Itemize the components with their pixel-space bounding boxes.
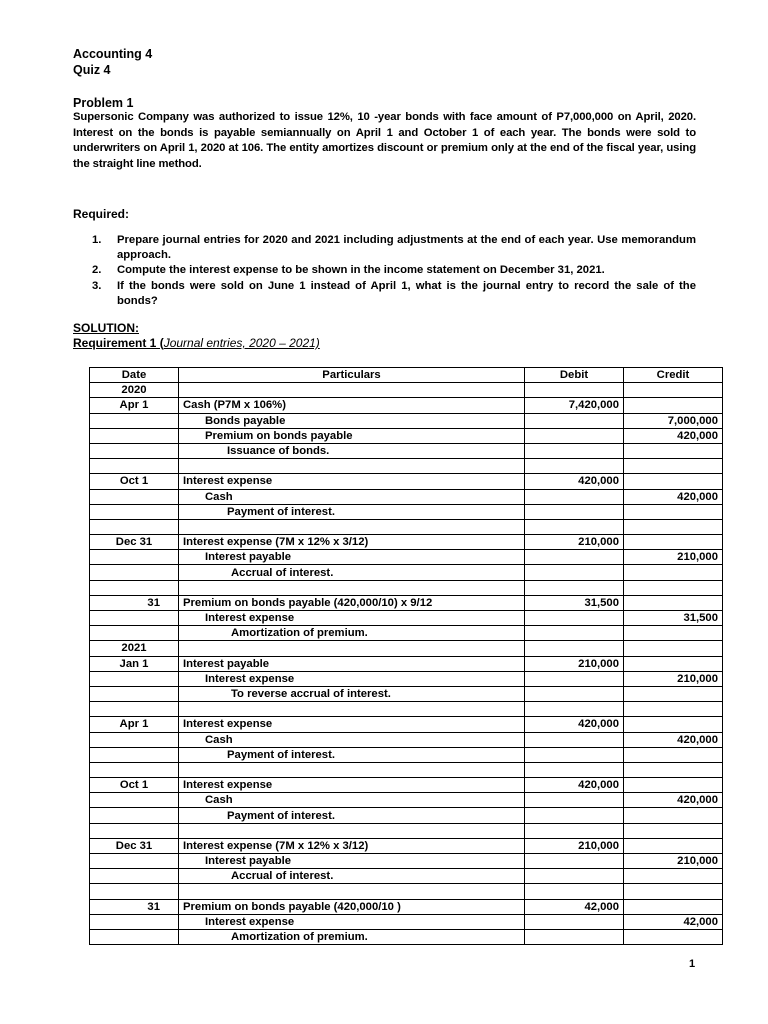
cell-particulars: Payment of interest. (179, 747, 525, 762)
table-row (90, 929, 723, 944)
cell-credit: 210,000 (624, 671, 723, 686)
cell-debit: 420,000 (525, 474, 624, 489)
cell-particulars: To reverse accrual of interest. (179, 686, 525, 701)
cell-particulars (179, 519, 525, 534)
cell-debit (525, 383, 624, 398)
table-row (90, 519, 723, 534)
cell-date (90, 884, 179, 899)
table-row (90, 443, 723, 458)
cell-date: Apr 1 (90, 398, 179, 413)
cell-particulars: Interest expense (7M x 12% x 3/12) (179, 535, 525, 550)
required-item: 3. If the bonds were sold on June 1 instead of April 1, what is the journal entry to record the sale of the bonds? (92, 279, 696, 307)
table-row (90, 899, 723, 914)
cell-debit (525, 929, 624, 944)
cell-date: Dec 31 (90, 535, 179, 550)
cell-credit: 420,000 (624, 732, 723, 747)
cell-date (90, 413, 179, 428)
table-row (90, 869, 723, 884)
cell-date (90, 671, 179, 686)
cell-particulars: Interest expense (179, 778, 525, 793)
cell-particulars: Interest expense (179, 671, 525, 686)
cell-particulars (179, 702, 525, 717)
cell-debit (525, 762, 624, 777)
cell-date: Jan 1 (90, 656, 179, 671)
cell-credit (624, 717, 723, 732)
table-row (90, 459, 723, 474)
cell-debit: 210,000 (525, 656, 624, 671)
table-row (90, 535, 723, 550)
cell-debit (525, 428, 624, 443)
cell-debit: 7,420,000 (525, 398, 624, 413)
cell-credit (624, 459, 723, 474)
cell-particulars: Cash (179, 489, 525, 504)
table-row (90, 611, 723, 626)
cell-particulars: Issuance of bonds. (179, 443, 525, 458)
cell-debit: 210,000 (525, 838, 624, 853)
table-row (90, 823, 723, 838)
cell-particulars: Interest expense (179, 914, 525, 929)
cell-credit (624, 838, 723, 853)
header-debit: Debit (525, 368, 624, 383)
header-credit: Credit (624, 368, 723, 383)
cell-debit (525, 459, 624, 474)
cell-particulars (179, 641, 525, 656)
header-particulars: Particulars (179, 368, 525, 383)
cell-debit: 31,500 (525, 595, 624, 610)
cell-credit (624, 580, 723, 595)
cell-debit (525, 854, 624, 869)
cell-credit (624, 808, 723, 823)
cell-particulars (179, 459, 525, 474)
cell-particulars: Premium on bonds payable (179, 428, 525, 443)
cell-credit (624, 398, 723, 413)
cell-debit (525, 565, 624, 580)
cell-credit (624, 535, 723, 550)
requirement-1-heading: Requirement 1 (Journal entries, 2020 – 2021) (73, 336, 320, 350)
cell-credit (624, 656, 723, 671)
table-row (90, 671, 723, 686)
cell-credit (624, 595, 723, 610)
cell-date (90, 869, 179, 884)
table-row (90, 474, 723, 489)
cell-date: 31 (90, 595, 179, 610)
cell-credit (624, 641, 723, 656)
cell-debit (525, 747, 624, 762)
cell-debit (525, 793, 624, 808)
table-row (90, 747, 723, 762)
table-row (90, 428, 723, 443)
cell-credit: 210,000 (624, 550, 723, 565)
cell-credit (624, 383, 723, 398)
table-row (90, 702, 723, 717)
cell-particulars: Premium on bonds payable (420,000/10 ) (179, 899, 525, 914)
cell-particulars: Payment of interest. (179, 504, 525, 519)
cell-debit (525, 413, 624, 428)
cell-credit: 420,000 (624, 489, 723, 504)
cell-particulars: Interest expense (179, 717, 525, 732)
cell-debit (525, 732, 624, 747)
cell-date: 2021 (90, 641, 179, 656)
cell-date: Oct 1 (90, 778, 179, 793)
table-row (90, 580, 723, 595)
cell-date (90, 914, 179, 929)
cell-particulars: Interest expense (179, 611, 525, 626)
cell-particulars (179, 383, 525, 398)
cell-credit: 7,000,000 (624, 413, 723, 428)
cell-particulars: Amortization of premium. (179, 929, 525, 944)
table-row (90, 565, 723, 580)
table-row (90, 626, 723, 641)
cell-credit (624, 565, 723, 580)
cell-debit (525, 702, 624, 717)
cell-particulars (179, 762, 525, 777)
table-row (90, 717, 723, 732)
cell-date (90, 686, 179, 701)
cell-date (90, 443, 179, 458)
journal-table (89, 367, 723, 945)
cell-debit (525, 504, 624, 519)
cell-credit (624, 778, 723, 793)
cell-date (90, 504, 179, 519)
problem-title: Problem 1 (73, 96, 134, 110)
cell-credit (624, 929, 723, 944)
required-item: 1. Prepare journal entries for 2020 and 2021 including adjustments at the end of each year. Use memorandum approach. (92, 234, 696, 262)
cell-date: Oct 1 (90, 474, 179, 489)
cell-debit (525, 641, 624, 656)
cell-debit (525, 550, 624, 565)
cell-date (90, 428, 179, 443)
cell-debit (525, 489, 624, 504)
cell-date (90, 702, 179, 717)
table-row (90, 641, 723, 656)
cell-date (90, 626, 179, 641)
table-row (90, 732, 723, 747)
cell-particulars: Cash (P7M x 106%) (179, 398, 525, 413)
cell-credit: 42,000 (624, 914, 723, 929)
cell-date: Apr 1 (90, 717, 179, 732)
cell-debit (525, 580, 624, 595)
cell-particulars: Accrual of interest. (179, 869, 525, 884)
cell-date (90, 489, 179, 504)
cell-particulars (179, 823, 525, 838)
cell-credit (624, 702, 723, 717)
cell-debit (525, 686, 624, 701)
cell-debit: 42,000 (525, 899, 624, 914)
table-row (90, 398, 723, 413)
cell-particulars: Premium on bonds payable (420,000/10) x 9/12 (179, 595, 525, 610)
problem-text: Supersonic Company was authorized to issue 12%, 10 -year bonds with face amount of P7,000,000 on April, 2020. Interest on the bonds is payable semiannually on April 1 and October 1 of each year. The bonds were sold to underwriters on April 1, 2020 at 106. The entity amortizes discount or premium only at the end of the fiscal year, using the straight line method. (73, 111, 696, 170)
cell-credit (624, 686, 723, 701)
cell-debit: 420,000 (525, 778, 624, 793)
table-row (90, 884, 723, 899)
table-header-row (90, 368, 723, 383)
cell-debit (525, 519, 624, 534)
cell-particulars: Accrual of interest. (179, 565, 525, 580)
cell-credit (624, 884, 723, 899)
cell-debit (525, 626, 624, 641)
cell-credit: 31,500 (624, 611, 723, 626)
cell-debit (525, 671, 624, 686)
cell-debit: 420,000 (525, 717, 624, 732)
required-item: 2. Compute the interest expense to be shown in the income statement on December 31, 2021. (92, 264, 605, 277)
cell-credit (624, 762, 723, 777)
table-row (90, 854, 723, 869)
required-heading: Required: (73, 207, 130, 221)
cell-credit: 210,000 (624, 854, 723, 869)
cell-date (90, 611, 179, 626)
table-row (90, 778, 723, 793)
cell-particulars: Cash (179, 793, 525, 808)
table-row (90, 762, 723, 777)
cell-date (90, 747, 179, 762)
cell-particulars: Interest expense (179, 474, 525, 489)
cell-date (90, 793, 179, 808)
cell-date (90, 929, 179, 944)
table-row (90, 808, 723, 823)
cell-date (90, 732, 179, 747)
cell-credit (624, 747, 723, 762)
cell-particulars: Interest payable (179, 656, 525, 671)
table-row (90, 383, 723, 398)
table-row (90, 656, 723, 671)
cell-date (90, 519, 179, 534)
cell-date (90, 580, 179, 595)
cell-date (90, 762, 179, 777)
cell-debit: 210,000 (525, 535, 624, 550)
header-date: Date (90, 368, 179, 383)
cell-date (90, 565, 179, 580)
table-row (90, 413, 723, 428)
cell-particulars: Amortization of premium. (179, 626, 525, 641)
cell-date: 2020 (90, 383, 179, 398)
cell-credit (624, 474, 723, 489)
table-row (90, 914, 723, 929)
cell-particulars (179, 580, 525, 595)
cell-credit (624, 823, 723, 838)
table-row (90, 504, 723, 519)
cell-date (90, 854, 179, 869)
cell-date: Dec 31 (90, 838, 179, 853)
cell-credit (624, 443, 723, 458)
table-row (90, 686, 723, 701)
cell-credit: 420,000 (624, 793, 723, 808)
cell-credit (624, 519, 723, 534)
cell-particulars: Bonds payable (179, 413, 525, 428)
cell-credit (624, 504, 723, 519)
cell-particulars: Interest payable (179, 550, 525, 565)
cell-debit (525, 884, 624, 899)
cell-debit (525, 869, 624, 884)
solution-heading: SOLUTION: (73, 321, 139, 335)
table-row (90, 595, 723, 610)
table-row (90, 838, 723, 853)
page-number: 1 (689, 958, 696, 970)
quiz-title: Quiz 4 (73, 63, 111, 77)
cell-date (90, 823, 179, 838)
cell-date (90, 550, 179, 565)
cell-particulars: Interest payable (179, 854, 525, 869)
table-row (90, 550, 723, 565)
journal-body (90, 383, 723, 945)
cell-particulars: Interest expense (7M x 12% x 3/12) (179, 838, 525, 853)
cell-credit (624, 899, 723, 914)
cell-debit (525, 914, 624, 929)
cell-date: 31 (90, 899, 179, 914)
cell-date (90, 808, 179, 823)
cell-debit (525, 443, 624, 458)
cell-credit: 420,000 (624, 428, 723, 443)
cell-date (90, 459, 179, 474)
table-row (90, 793, 723, 808)
cell-particulars: Payment of interest. (179, 808, 525, 823)
cell-particulars (179, 884, 525, 899)
cell-credit (624, 626, 723, 641)
required-list (92, 233, 696, 309)
table-row (90, 489, 723, 504)
course-title: Accounting 4 (73, 47, 153, 61)
cell-debit (525, 823, 624, 838)
cell-credit (624, 869, 723, 884)
cell-debit (525, 611, 624, 626)
cell-debit (525, 808, 624, 823)
cell-particulars: Cash (179, 732, 525, 747)
